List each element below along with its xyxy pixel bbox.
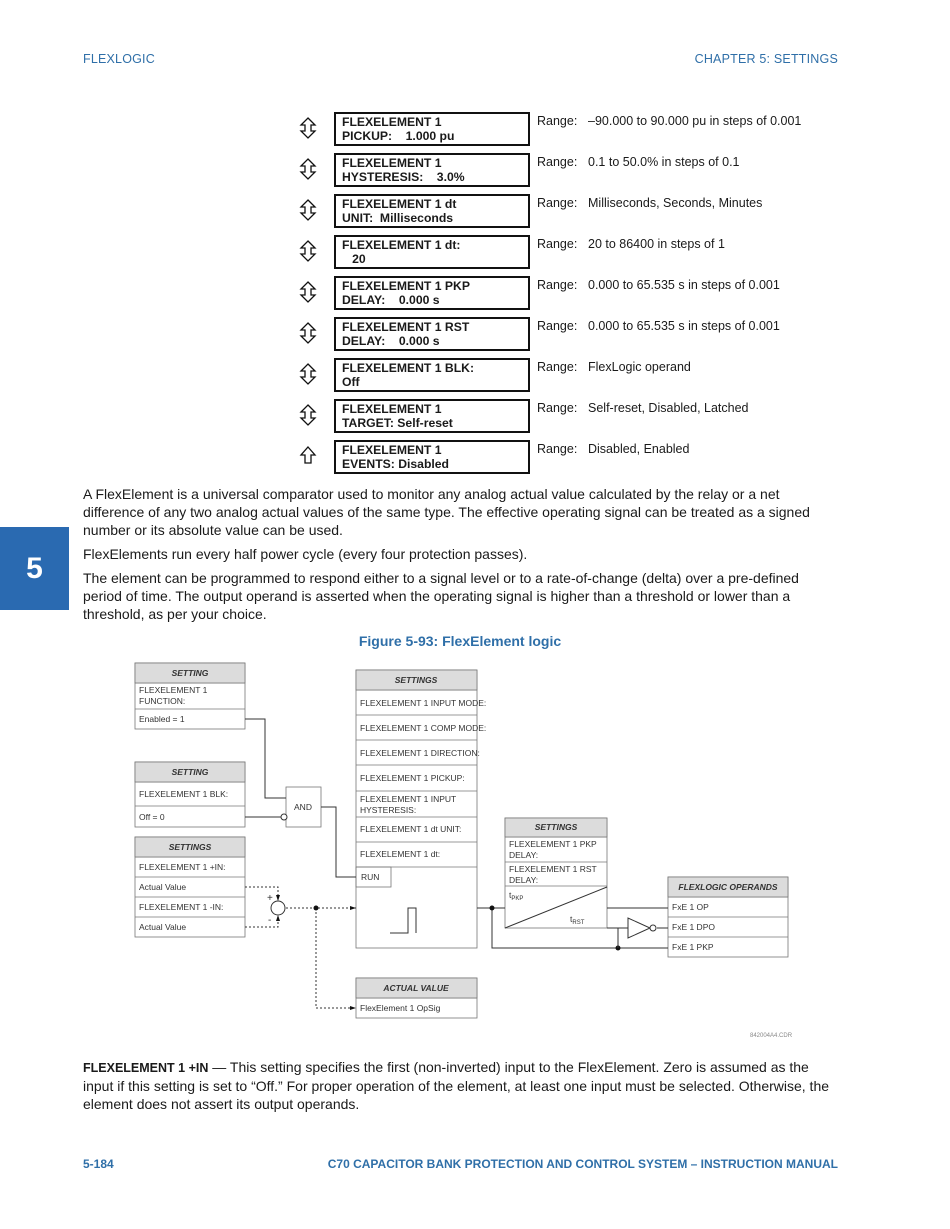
setting-display-box[interactable]: [334, 317, 530, 351]
main-settings-title: SETTINGS: [394, 675, 438, 685]
operand-pkp: FxE 1 PKP: [672, 942, 714, 952]
range-label: Range:: [537, 114, 578, 128]
up-down-arrow-icon: [299, 158, 317, 180]
minus-sign: -: [268, 915, 272, 926]
setting2-row2: Off = 0: [139, 812, 165, 822]
timer-row: FLEXELEMENT 1 PKP: [509, 839, 597, 849]
range-value: 0.000 to 65.535 s in steps of 0.001: [588, 319, 780, 333]
settings3-row: FLEXELEMENT 1 +IN:: [139, 862, 226, 872]
main-settings-row: FLEXELEMENT 1 dt:: [360, 849, 441, 859]
main-settings-row: FLEXELEMENT 1 INPUT MODE:: [360, 698, 487, 708]
setting-line1: FLEXELEMENT 1: [342, 115, 442, 129]
setting-row: [0, 112, 950, 150]
timer-row: FLEXELEMENT 1 RST: [509, 864, 597, 874]
flexelement-logic-diagram: [0, 655, 950, 1075]
range-label: Range:: [537, 319, 578, 333]
range-value: Disabled, Enabled: [588, 442, 690, 456]
setting1-row1a: FLEXELEMENT 1: [139, 685, 208, 695]
header-right: CHAPTER 5: SETTINGS: [694, 52, 838, 66]
setting2-row1: FLEXELEMENT 1 BLK:: [139, 789, 229, 799]
main-settings-row: FLEXELEMENT 1 PICKUP:: [360, 773, 465, 783]
setting-display-box[interactable]: [334, 194, 530, 228]
up-arrow-icon: [299, 445, 317, 467]
setting-display-box[interactable]: [334, 276, 530, 310]
range-label: Range:: [537, 401, 578, 415]
setting-line2: DELAY: 0.000 s: [342, 293, 440, 307]
setting1-row1b: FUNCTION:: [139, 696, 186, 706]
setting-line2: 20: [342, 252, 366, 266]
range-value: 20 to 86400 in steps of 1: [588, 237, 725, 251]
paragraph-plus-in: [83, 1058, 838, 1113]
timer-title: SETTINGS: [534, 822, 578, 832]
setting-display-box[interactable]: [334, 235, 530, 269]
setting-line2: HYSTERESIS: 3.0%: [342, 170, 465, 184]
setting-line1: FLEXELEMENT 1 dt:: [342, 238, 461, 252]
setting-line1: FLEXELEMENT 1: [342, 156, 442, 170]
range-label: Range:: [537, 278, 578, 292]
operand-op: FxE 1 OP: [672, 902, 709, 912]
setting-row: [0, 358, 950, 396]
setting-line2: Off: [342, 375, 360, 389]
setting-line2: EVENTS: Disabled: [342, 457, 450, 471]
actual-value-row: FlexElement 1 OpSig: [360, 1003, 441, 1013]
header-left: FLEXLOGIC: [83, 52, 155, 66]
main-settings-row: FLEXELEMENT 1 INPUT: [360, 794, 457, 804]
up-down-arrow-icon: [299, 281, 317, 303]
range-value: –90.000 to 90.000 pu in steps of 0.001: [588, 114, 802, 128]
setting-display-box[interactable]: [334, 358, 530, 392]
timer-row: DELAY:: [509, 850, 539, 860]
up-down-arrow-icon: [299, 404, 317, 426]
setting-row: [0, 276, 950, 314]
range-label: Range:: [537, 237, 578, 251]
setting-display-box[interactable]: [334, 153, 530, 187]
settings3-row: Actual Value: [139, 922, 187, 932]
plus-sign: +: [267, 893, 273, 904]
footer-manual-title: C70 CAPACITOR BANK PROTECTION AND CONTROL SYSTEM – INSTRUCTION MANUAL: [327, 1157, 838, 1171]
settings3-row: Actual Value: [139, 882, 187, 892]
setting-line1: FLEXELEMENT 1: [342, 402, 442, 416]
footer-page-number: 5-184: [83, 1157, 114, 1171]
setting-row: [0, 235, 950, 273]
setting1-title: SETTING: [171, 668, 209, 678]
up-down-arrow-icon: [299, 322, 317, 344]
main-settings-row: FLEXELEMENT 1 COMP MODE:: [360, 723, 487, 733]
drawing-code: 842004A4.CDR: [750, 1033, 793, 1039]
range-label: Range:: [537, 196, 578, 210]
setting-display-box[interactable]: [334, 399, 530, 433]
setting-row: [0, 153, 950, 191]
setting-line2: DELAY: 0.000 s: [342, 334, 440, 348]
range-value: Milliseconds, Seconds, Minutes: [588, 196, 763, 210]
setting-row: [0, 440, 950, 478]
setting-row: [0, 399, 950, 437]
range-label: Range:: [537, 360, 578, 374]
main-settings-row: HYSTERESIS:: [360, 805, 417, 815]
setting-display-box[interactable]: [334, 112, 530, 146]
paragraph-run-rate: FlexElements run every half power cycle (every four protection passes).: [83, 546, 528, 562]
setting-row: [0, 194, 950, 232]
range-label: Range:: [537, 442, 578, 456]
timer-row: DELAY:: [509, 875, 539, 885]
setting-line2: PICKUP: 1.000 pu: [342, 129, 455, 143]
trst-label: $t_{RST}$: [570, 914, 585, 926]
settings3-row: FLEXELEMENT 1 -IN:: [139, 902, 224, 912]
main-settings-row: FLEXELEMENT 1 DIRECTION:: [360, 748, 480, 758]
paragraph-programming: The element can be programmed to respond either to a signal level or to a rate-of-change (delta) over a pre-defined period of time. The output operand is asserted when the operating signal is higher than a threshold or lower than a threshold, as per your choice.: [83, 570, 799, 622]
term-flexelement-plus-in: FLEXELEMENT 1 +IN: [83, 1061, 209, 1075]
setting-line1: FLEXELEMENT 1: [342, 443, 442, 457]
range-value: Self-reset, Disabled, Latched: [588, 401, 749, 415]
setting-line1: FLEXELEMENT 1 RST: [342, 320, 470, 334]
actual-title: ACTUAL VALUE: [383, 983, 449, 993]
tpkp-label: $t_{PKP}$: [509, 890, 524, 902]
range-value: FlexLogic operand: [588, 360, 691, 374]
setting-line1: FLEXELEMENT 1 BLK:: [342, 361, 475, 375]
setting-display-box[interactable]: [334, 440, 530, 474]
setting-line2: UNIT: Milliseconds: [342, 211, 454, 225]
plus-in-description: — This setting specifies the first (non-inverted) input to the FlexElement. Zero is assumed as the input if this setting is set to “Off.” For proper operation of the element, at least one input must be selected. Otherwise, the element does not assert its output operands.: [83, 1059, 830, 1112]
up-down-arrow-icon: [299, 363, 317, 385]
range-label: Range:: [537, 155, 578, 169]
figure-caption: Figure 5-93: FlexElement logic: [358, 633, 562, 649]
chapter-tab: 5: [0, 527, 69, 610]
up-down-arrow-icon: [299, 199, 317, 221]
operands-title: FLEXLOGIC OPERANDS: [678, 882, 778, 892]
paragraph-flexelement-intro: A FlexElement is a universal comparator used to monitor any analog actual value calculated by the relay or a net difference of any two analog actual values of the same type. The effective operating signal can be treated as a signed number or its absolute value can be used.: [83, 486, 810, 538]
setting2-title: SETTING: [171, 767, 209, 777]
main-settings-row: FLEXELEMENT 1 dt UNIT:: [360, 824, 462, 834]
run-label: RUN: [361, 872, 380, 882]
range-value: 0.1 to 50.0% in steps of 0.1: [588, 155, 740, 169]
range-value: 0.000 to 65.535 s in steps of 0.001: [588, 278, 780, 292]
and-gate-label: AND: [294, 802, 312, 812]
up-down-arrow-icon: [299, 117, 317, 139]
setting3-title: SETTINGS: [168, 842, 212, 852]
setting-row: [0, 317, 950, 355]
setting-line2: TARGET: Self-reset: [342, 416, 453, 430]
setting-line1: FLEXELEMENT 1 dt: [342, 197, 457, 211]
setting1-row2: Enabled = 1: [139, 714, 185, 724]
setting-line1: FLEXELEMENT 1 PKP: [342, 279, 470, 293]
up-down-arrow-icon: [299, 240, 317, 262]
operand-dpo: FxE 1 DPO: [672, 922, 715, 932]
